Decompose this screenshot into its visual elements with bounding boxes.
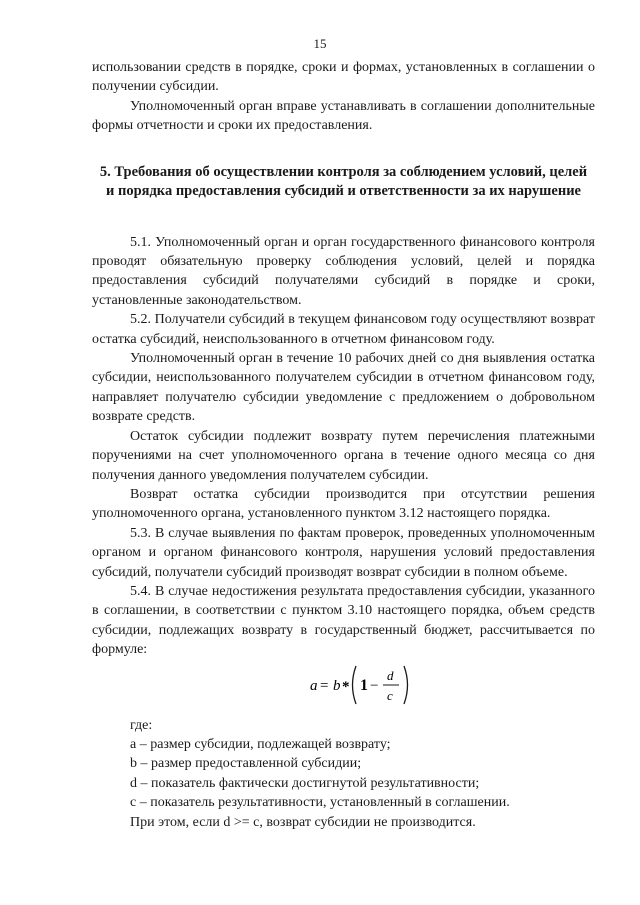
paragraph-5-4: 5.4. В случае недостижения результата предоставления субсидии, указанного в соглашении, в соответствии с пунктом 3.10 настоящего порядка, объем средств субсидии, подлежащих возврату в государственный бюджет, рассчитывается по формуле: <box>92 583 595 658</box>
formula-equals: = <box>320 677 329 694</box>
formula-numerator: d <box>387 667 394 683</box>
formula-minus: − <box>370 677 379 694</box>
formula-one: 1 <box>360 676 368 694</box>
final-condition: При этом, если d >= c, возврат субсидии не производится. <box>130 814 476 830</box>
formula-denominator: c <box>387 687 393 703</box>
page-number: 15 <box>313 36 327 51</box>
formula-lhs: a <box>310 677 318 694</box>
paragraph-return-payment: Остаток субсидии подлежит возврату путем перечисления платежными поручениями на счет уполномоченного органа в течение одного месяца со дня получения данного уведомления получателем субсидии. <box>92 428 595 483</box>
definition-c: с – показатель результативности, установленный в соглашении. <box>130 795 510 811</box>
document-body <box>92 58 595 832</box>
formula-left-paren <box>353 666 357 704</box>
formula-right-paren <box>404 666 408 704</box>
paragraph-5-2: 5.2. Получатели субсидий в текущем финансовом году осуществляют возврат остатка субсидий, неиспользованного в отчетном финансовом году. <box>92 312 595 347</box>
formula <box>92 660 595 710</box>
formula-graphic <box>310 660 420 710</box>
paragraph-5-3: 5.3. В случае выявления по фактам проверок, проведенных уполномоченным органом и органом финансового контроля, нарушения условий предоставления субсидий, получатели субсидий производят возврат субсидии в полном объеме. <box>92 525 595 580</box>
formula-times: * <box>342 678 350 695</box>
definition-d: d – показатель фактически достигнутой результативности; <box>130 775 480 791</box>
paragraph-notification: Уполномоченный орган в течение 10 рабочих дней со дня выявления остатка субсидии, неиспользованного получателем субсидии в отчетном финансовом году, направляет получателю субсидии уведомление с предложением о добровольном возврате средств. <box>92 351 595 425</box>
definition-b: b – размер предоставленной субсидии; <box>130 756 362 772</box>
paragraph-reporting-forms: Уполномоченный орган вправе устанавливать в соглашении дополнительные формы отчетности и сроки их предоставления. <box>92 98 595 134</box>
definition-a: а – размер субсидии, подлежащей возврату; <box>130 736 391 752</box>
formula-b: b <box>333 677 341 694</box>
paragraph-5-1: 5.1. Уполномоченный орган и орган государственного финансового контроля проводят обязательную проверку соблюдения условий, целей и порядка предоставления субсидий получателями субсидий в порядке и сроки, установленные законодательством. <box>92 234 595 308</box>
paragraph-continued: использовании средств в порядке, сроки и формах, установленных в соглашении о получении субсидии. <box>92 60 595 95</box>
paragraph-return-condition: Возврат остатка субсидии производится при отсутствии решения уполномоченного органа, установленного пунктом 3.12 настоящего порядка. <box>92 486 595 522</box>
where-label: где: <box>130 717 153 733</box>
section-heading: 5. Требования об осуществлении контроля за соблюдением условий, целей и порядка предоставления субсидий и ответственности за их нарушение <box>99 163 588 200</box>
